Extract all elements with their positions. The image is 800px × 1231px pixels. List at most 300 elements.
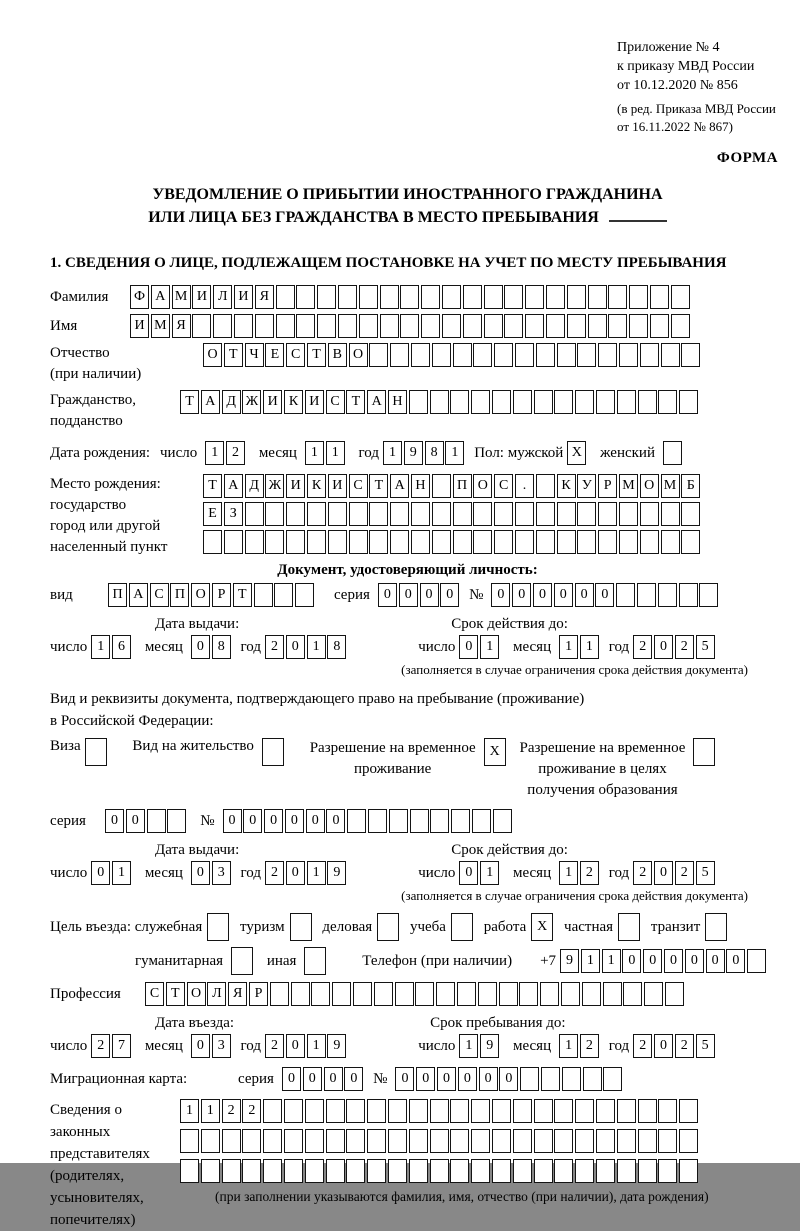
char-cell[interactable]: 1 <box>180 1099 199 1123</box>
char-cell[interactable]: Я <box>172 314 191 338</box>
char-cell[interactable]: 0 <box>420 583 439 607</box>
char-cell[interactable] <box>598 530 617 554</box>
char-cell[interactable] <box>608 314 627 338</box>
char-cell[interactable]: 0 <box>459 861 478 885</box>
permit-series-cells[interactable] <box>105 809 188 833</box>
char-cell[interactable]: 1 <box>559 1034 578 1058</box>
char-cell[interactable]: Т <box>233 583 252 607</box>
migcard-number-cells[interactable] <box>395 1067 624 1091</box>
char-cell[interactable]: 1 <box>307 635 326 659</box>
char-cell[interactable] <box>671 314 690 338</box>
char-cell[interactable] <box>658 583 677 607</box>
char-cell[interactable] <box>471 1099 490 1123</box>
char-cell[interactable]: Ж <box>265 474 284 498</box>
char-cell[interactable]: О <box>640 474 659 498</box>
char-cell[interactable]: 1 <box>205 441 224 465</box>
birth-day-cells[interactable] <box>205 441 247 465</box>
char-cell[interactable] <box>679 1159 698 1183</box>
char-cell[interactable] <box>617 1099 636 1123</box>
char-cell[interactable]: М <box>151 314 170 338</box>
char-cell[interactable] <box>430 1099 449 1123</box>
char-cell[interactable]: 1 <box>559 861 578 885</box>
char-cell[interactable]: 1 <box>559 635 578 659</box>
char-cell[interactable]: 1 <box>581 949 600 973</box>
char-cell[interactable] <box>540 982 559 1006</box>
char-cell[interactable] <box>359 285 378 309</box>
char-cell[interactable] <box>213 314 232 338</box>
char-cell[interactable] <box>276 314 295 338</box>
char-cell[interactable] <box>430 809 449 833</box>
char-cell[interactable] <box>432 343 451 367</box>
char-cell[interactable] <box>603 982 622 1006</box>
char-cell[interactable] <box>640 530 659 554</box>
char-cell[interactable] <box>554 390 573 414</box>
char-cell[interactable] <box>629 285 648 309</box>
char-cell[interactable] <box>554 1159 573 1183</box>
char-cell[interactable] <box>536 502 555 526</box>
char-cell[interactable] <box>307 502 326 526</box>
char-cell[interactable] <box>619 502 638 526</box>
char-cell[interactable] <box>492 1099 511 1123</box>
char-cell[interactable]: З <box>224 502 243 526</box>
char-cell[interactable]: 0 <box>286 861 305 885</box>
char-cell[interactable] <box>296 285 315 309</box>
char-cell[interactable] <box>617 1159 636 1183</box>
char-cell[interactable]: 1 <box>201 1099 220 1123</box>
char-cell[interactable]: К <box>307 474 326 498</box>
char-cell[interactable] <box>644 982 663 1006</box>
char-cell[interactable] <box>575 1099 594 1123</box>
char-cell[interactable] <box>638 1159 657 1183</box>
phone-cells[interactable] <box>560 949 768 973</box>
char-cell[interactable] <box>388 1099 407 1123</box>
char-cell[interactable] <box>284 1159 303 1183</box>
char-cell[interactable] <box>640 502 659 526</box>
char-cell[interactable] <box>450 1129 469 1153</box>
char-cell[interactable]: 2 <box>675 635 694 659</box>
char-cell[interactable] <box>369 343 388 367</box>
char-cell[interactable] <box>658 1159 677 1183</box>
char-cell[interactable] <box>274 583 293 607</box>
char-cell[interactable] <box>661 502 680 526</box>
char-cell[interactable] <box>619 530 638 554</box>
char-cell[interactable] <box>629 314 648 338</box>
char-cell[interactable]: 2 <box>675 1034 694 1058</box>
char-cell[interactable] <box>388 1159 407 1183</box>
char-cell[interactable]: 9 <box>404 441 423 465</box>
char-cell[interactable]: 0 <box>191 861 210 885</box>
char-cell[interactable] <box>658 1099 677 1123</box>
char-cell[interactable]: . <box>515 474 534 498</box>
char-cell[interactable] <box>536 474 555 498</box>
char-cell[interactable] <box>326 1099 345 1123</box>
char-cell[interactable]: С <box>150 583 169 607</box>
char-cell[interactable] <box>270 982 289 1006</box>
checkbox-cell[interactable] <box>377 913 399 941</box>
char-cell[interactable]: Д <box>245 474 264 498</box>
char-cell[interactable] <box>353 982 372 1006</box>
char-cell[interactable] <box>513 1129 532 1153</box>
char-cell[interactable] <box>442 314 461 338</box>
char-cell[interactable] <box>421 285 440 309</box>
char-cell[interactable] <box>557 530 576 554</box>
checkbox-cell[interactable] <box>85 738 107 766</box>
entry-year-cells[interactable] <box>265 1034 348 1058</box>
char-cell[interactable]: 2 <box>265 1034 284 1058</box>
char-cell[interactable] <box>638 390 657 414</box>
checkbox-cell[interactable]: X <box>484 738 506 766</box>
purpose-work-checkbox[interactable] <box>531 913 555 941</box>
char-cell[interactable] <box>453 530 472 554</box>
char-cell[interactable] <box>255 314 274 338</box>
char-cell[interactable]: А <box>201 390 220 414</box>
char-cell[interactable] <box>583 1067 602 1091</box>
char-cell[interactable]: Т <box>203 474 222 498</box>
char-cell[interactable] <box>638 1099 657 1123</box>
entry-day-cells[interactable] <box>91 1034 133 1058</box>
char-cell[interactable] <box>617 1129 636 1153</box>
char-cell[interactable] <box>492 1129 511 1153</box>
char-cell[interactable] <box>307 530 326 554</box>
char-cell[interactable]: Т <box>307 343 326 367</box>
char-cell[interactable] <box>471 1159 490 1183</box>
firstname-cells[interactable] <box>130 314 692 338</box>
char-cell[interactable] <box>492 390 511 414</box>
char-cell[interactable]: 1 <box>305 441 324 465</box>
stay-year-cells[interactable] <box>633 1034 716 1058</box>
char-cell[interactable] <box>575 390 594 414</box>
char-cell[interactable] <box>430 1129 449 1153</box>
sex-male-checkbox[interactable] <box>567 441 588 465</box>
char-cell[interactable]: 0 <box>664 949 683 973</box>
char-cell[interactable]: 2 <box>580 1034 599 1058</box>
char-cell[interactable] <box>513 1099 532 1123</box>
char-cell[interactable]: 0 <box>685 949 704 973</box>
char-cell[interactable] <box>451 809 470 833</box>
char-cell[interactable] <box>411 502 430 526</box>
char-cell[interactable]: Т <box>369 474 388 498</box>
char-cell[interactable]: 0 <box>491 583 510 607</box>
char-cell[interactable] <box>598 343 617 367</box>
char-cell[interactable] <box>346 1099 365 1123</box>
char-cell[interactable] <box>367 1129 386 1153</box>
char-cell[interactable]: Т <box>180 390 199 414</box>
char-cell[interactable] <box>525 285 544 309</box>
char-cell[interactable] <box>388 1129 407 1153</box>
char-cell[interactable] <box>681 343 700 367</box>
char-cell[interactable] <box>305 1099 324 1123</box>
char-cell[interactable] <box>317 314 336 338</box>
char-cell[interactable] <box>349 502 368 526</box>
char-cell[interactable]: И <box>305 390 324 414</box>
char-cell[interactable] <box>513 1159 532 1183</box>
birthplace-cells-row3[interactable] <box>203 530 702 554</box>
char-cell[interactable]: И <box>130 314 149 338</box>
char-cell[interactable]: К <box>284 390 303 414</box>
char-cell[interactable] <box>658 1129 677 1153</box>
char-cell[interactable] <box>284 1129 303 1153</box>
char-cell[interactable]: 0 <box>437 1067 456 1091</box>
char-cell[interactable]: К <box>557 474 576 498</box>
checkbox-cell[interactable] <box>207 913 229 941</box>
char-cell[interactable]: Б <box>681 474 700 498</box>
char-cell[interactable] <box>305 1129 324 1153</box>
doc-issue-month-cells[interactable] <box>191 635 233 659</box>
char-cell[interactable] <box>338 285 357 309</box>
char-cell[interactable]: Е <box>203 502 222 526</box>
char-cell[interactable] <box>326 1159 345 1183</box>
char-cell[interactable] <box>504 314 523 338</box>
checkbox-cell[interactable] <box>663 441 682 465</box>
char-cell[interactable] <box>493 809 512 833</box>
char-cell[interactable] <box>180 1159 199 1183</box>
char-cell[interactable]: 0 <box>499 1067 518 1091</box>
char-cell[interactable]: 1 <box>602 949 621 973</box>
permit-valid-day-cells[interactable] <box>459 861 501 885</box>
char-cell[interactable] <box>453 343 472 367</box>
char-cell[interactable] <box>265 530 284 554</box>
char-cell[interactable]: 0 <box>243 809 262 833</box>
char-cell[interactable] <box>147 809 166 833</box>
char-cell[interactable] <box>623 982 642 1006</box>
char-cell[interactable] <box>504 285 523 309</box>
char-cell[interactable] <box>389 809 408 833</box>
char-cell[interactable] <box>546 285 565 309</box>
char-cell[interactable]: Я <box>228 982 247 1006</box>
char-cell[interactable]: 0 <box>554 583 573 607</box>
checkbox-cell[interactable] <box>262 738 284 766</box>
char-cell[interactable]: 3 <box>212 861 231 885</box>
char-cell[interactable] <box>167 809 186 833</box>
char-cell[interactable] <box>286 530 305 554</box>
char-cell[interactable] <box>390 343 409 367</box>
char-cell[interactable]: 2 <box>580 861 599 885</box>
char-cell[interactable] <box>679 1099 698 1123</box>
char-cell[interactable]: 0 <box>286 635 305 659</box>
representatives-cells-row3[interactable] <box>180 1159 709 1183</box>
char-cell[interactable]: 0 <box>91 861 110 885</box>
permit-valid-year-cells[interactable] <box>633 861 716 885</box>
stay-day-cells[interactable] <box>459 1034 501 1058</box>
char-cell[interactable] <box>515 530 534 554</box>
permit-issue-month-cells[interactable] <box>191 861 233 885</box>
purpose-transit-checkbox[interactable] <box>705 913 729 941</box>
char-cell[interactable] <box>346 1159 365 1183</box>
char-cell[interactable]: М <box>661 474 680 498</box>
char-cell[interactable] <box>617 390 636 414</box>
doc-issue-day-cells[interactable] <box>91 635 133 659</box>
char-cell[interactable]: 0 <box>344 1067 363 1091</box>
char-cell[interactable] <box>575 1129 594 1153</box>
char-cell[interactable] <box>296 314 315 338</box>
char-cell[interactable] <box>263 1159 282 1183</box>
char-cell[interactable] <box>390 502 409 526</box>
char-cell[interactable] <box>203 530 222 554</box>
checkbox-cell[interactable] <box>705 913 727 941</box>
char-cell[interactable]: 0 <box>105 809 124 833</box>
char-cell[interactable]: О <box>473 474 492 498</box>
char-cell[interactable]: 2 <box>222 1099 241 1123</box>
char-cell[interactable] <box>494 502 513 526</box>
char-cell[interactable] <box>395 982 414 1006</box>
char-cell[interactable] <box>410 809 429 833</box>
doc-valid-month-cells[interactable] <box>559 635 601 659</box>
char-cell[interactable] <box>450 390 469 414</box>
char-cell[interactable]: М <box>172 285 191 309</box>
char-cell[interactable] <box>619 343 638 367</box>
char-cell[interactable] <box>484 314 503 338</box>
purpose-business-checkbox[interactable] <box>377 913 401 941</box>
char-cell[interactable] <box>582 982 601 1006</box>
char-cell[interactable]: 2 <box>265 861 284 885</box>
birth-year-cells[interactable] <box>383 441 466 465</box>
char-cell[interactable]: Т <box>224 343 243 367</box>
char-cell[interactable] <box>536 530 555 554</box>
char-cell[interactable] <box>254 583 273 607</box>
char-cell[interactable] <box>536 343 555 367</box>
char-cell[interactable] <box>242 1129 261 1153</box>
char-cell[interactable] <box>369 530 388 554</box>
char-cell[interactable]: 2 <box>242 1099 261 1123</box>
char-cell[interactable] <box>661 343 680 367</box>
char-cell[interactable]: 1 <box>480 861 499 885</box>
char-cell[interactable] <box>679 1129 698 1153</box>
char-cell[interactable] <box>326 1129 345 1153</box>
doc-issue-year-cells[interactable] <box>265 635 348 659</box>
char-cell[interactable]: 2 <box>633 1034 652 1058</box>
patronymic-cells[interactable] <box>203 343 702 367</box>
char-cell[interactable] <box>598 502 617 526</box>
char-cell[interactable] <box>557 502 576 526</box>
char-cell[interactable]: 0 <box>654 1034 673 1058</box>
char-cell[interactable] <box>263 1099 282 1123</box>
char-cell[interactable] <box>577 502 596 526</box>
char-cell[interactable]: 1 <box>459 1034 478 1058</box>
char-cell[interactable]: 0 <box>282 1067 301 1091</box>
char-cell[interactable] <box>492 1159 511 1183</box>
char-cell[interactable] <box>494 343 513 367</box>
char-cell[interactable] <box>463 314 482 338</box>
char-cell[interactable]: 8 <box>425 441 444 465</box>
char-cell[interactable] <box>471 1129 490 1153</box>
char-cell[interactable]: 0 <box>264 809 283 833</box>
char-cell[interactable] <box>471 390 490 414</box>
char-cell[interactable] <box>245 502 264 526</box>
char-cell[interactable] <box>349 530 368 554</box>
char-cell[interactable]: 7 <box>112 1034 131 1058</box>
char-cell[interactable] <box>291 982 310 1006</box>
permit-number-cells[interactable] <box>223 809 514 833</box>
char-cell[interactable] <box>681 502 700 526</box>
char-cell[interactable] <box>317 285 336 309</box>
char-cell[interactable] <box>484 285 503 309</box>
char-cell[interactable]: Т <box>166 982 185 1006</box>
char-cell[interactable] <box>588 285 607 309</box>
char-cell[interactable]: Я <box>255 285 274 309</box>
char-cell[interactable]: О <box>349 343 368 367</box>
char-cell[interactable]: 0 <box>643 949 662 973</box>
char-cell[interactable] <box>603 1067 622 1091</box>
char-cell[interactable]: 0 <box>440 583 459 607</box>
char-cell[interactable]: 1 <box>307 861 326 885</box>
char-cell[interactable] <box>201 1159 220 1183</box>
char-cell[interactable]: П <box>453 474 472 498</box>
profession-cells[interactable] <box>145 982 686 1006</box>
char-cell[interactable] <box>265 502 284 526</box>
char-cell[interactable] <box>575 1159 594 1183</box>
doc-valid-day-cells[interactable] <box>459 635 501 659</box>
char-cell[interactable] <box>201 1129 220 1153</box>
char-cell[interactable]: 0 <box>395 1067 414 1091</box>
birthplace-cells-row2[interactable] <box>203 502 702 526</box>
birth-month-cells[interactable] <box>305 441 347 465</box>
char-cell[interactable] <box>380 314 399 338</box>
char-cell[interactable] <box>473 530 492 554</box>
char-cell[interactable] <box>561 982 580 1006</box>
char-cell[interactable] <box>554 1099 573 1123</box>
char-cell[interactable] <box>658 390 677 414</box>
representatives-cells-row2[interactable] <box>180 1129 709 1153</box>
purpose-humanitarian-checkbox[interactable] <box>231 947 255 975</box>
char-cell[interactable] <box>534 390 553 414</box>
char-cell[interactable]: Н <box>411 474 430 498</box>
char-cell[interactable]: И <box>192 285 211 309</box>
char-cell[interactable] <box>577 530 596 554</box>
char-cell[interactable]: 1 <box>91 635 110 659</box>
char-cell[interactable] <box>368 809 387 833</box>
purpose-private-checkbox[interactable] <box>618 913 642 941</box>
char-cell[interactable] <box>311 982 330 1006</box>
char-cell[interactable]: 0 <box>706 949 725 973</box>
char-cell[interactable]: 0 <box>126 809 145 833</box>
char-cell[interactable] <box>472 809 491 833</box>
char-cell[interactable]: 0 <box>399 583 418 607</box>
char-cell[interactable] <box>245 530 264 554</box>
char-cell[interactable]: 0 <box>726 949 745 973</box>
char-cell[interactable] <box>525 314 544 338</box>
char-cell[interactable] <box>409 390 428 414</box>
char-cell[interactable]: Л <box>207 982 226 1006</box>
char-cell[interactable]: 1 <box>445 441 464 465</box>
char-cell[interactable]: 0 <box>533 583 552 607</box>
char-cell[interactable]: 0 <box>654 635 673 659</box>
purpose-study-checkbox[interactable] <box>451 913 475 941</box>
char-cell[interactable] <box>679 583 698 607</box>
char-cell[interactable] <box>430 390 449 414</box>
char-cell[interactable] <box>699 583 718 607</box>
char-cell[interactable]: 0 <box>324 1067 343 1091</box>
char-cell[interactable] <box>650 314 669 338</box>
char-cell[interactable]: С <box>286 343 305 367</box>
char-cell[interactable] <box>224 530 243 554</box>
checkbox-cell[interactable]: X <box>531 913 553 941</box>
char-cell[interactable] <box>608 285 627 309</box>
migcard-series-cells[interactable] <box>282 1067 365 1091</box>
char-cell[interactable]: 3 <box>212 1034 231 1058</box>
char-cell[interactable]: 5 <box>696 861 715 885</box>
char-cell[interactable] <box>346 1129 365 1153</box>
char-cell[interactable]: 0 <box>575 583 594 607</box>
char-cell[interactable] <box>192 314 211 338</box>
char-cell[interactable]: О <box>191 583 210 607</box>
char-cell[interactable]: С <box>349 474 368 498</box>
temp-residence-checkbox[interactable] <box>484 738 508 766</box>
char-cell[interactable]: С <box>326 390 345 414</box>
char-cell[interactable] <box>411 530 430 554</box>
char-cell[interactable] <box>430 1159 449 1183</box>
char-cell[interactable]: Т <box>346 390 365 414</box>
doc-series-cells[interactable] <box>378 583 461 607</box>
